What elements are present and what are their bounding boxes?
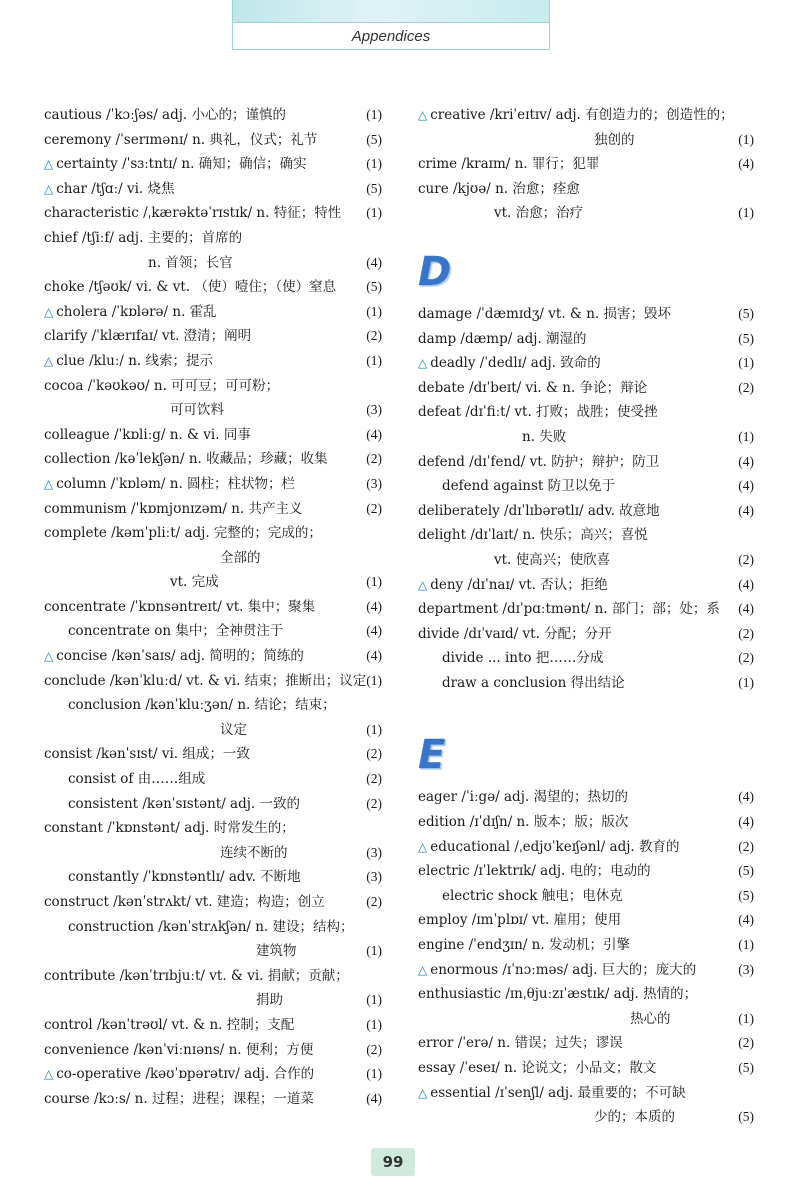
glossary-entry: [418, 646, 754, 671]
glossary-entry: [418, 177, 754, 202]
entry-text: 捐助: [256, 992, 283, 1009]
entry-text: damp /dæmp/ adj. 潮湿的: [418, 330, 587, 347]
triangle-mark-icon: △: [418, 577, 428, 592]
unit-number: (3): [366, 869, 382, 885]
unit-number: (4): [366, 426, 382, 442]
unit-number: (4): [738, 502, 754, 518]
section-gap: [418, 226, 754, 242]
entry-text: clue /kluː/ n. 线索；提示: [56, 352, 213, 369]
left-column: [44, 103, 382, 1111]
section-letter-d: D: [418, 248, 452, 295]
entry-text: concise /kənˈsaɪs/ adj. 简明的；简练的: [56, 648, 304, 665]
unit-number: (1): [366, 303, 382, 319]
glossary-entry: [418, 499, 754, 524]
entry-text: cocoa /ˈkəʊkəʊ/ n. 可可豆；可可粉；: [44, 377, 280, 394]
entry-text: deadly /ˈdedlɪ/ adj. 致命的: [430, 355, 601, 372]
unit-number: (3): [366, 475, 382, 491]
entry-text: chief /tʃiːf/ adj. 主要的；首席的: [44, 229, 243, 246]
unit-number: (4): [738, 478, 754, 494]
right-top-entries: [418, 103, 754, 226]
unit-number: (4): [738, 156, 754, 172]
triangle-mark-icon: △: [44, 1067, 54, 1082]
glossary-entry: [418, 302, 754, 327]
glossary-entry: [44, 128, 382, 153]
unit-number: (1): [366, 721, 382, 737]
entry-text: edition /ɪˈdɪʃn/ n. 版本；版；版次: [418, 814, 629, 831]
glossary-entry: [44, 177, 382, 202]
triangle-mark-icon: △: [418, 962, 428, 977]
entry-text: communism /ˈkɒmjʊnɪzəm/ n. 共产主义: [44, 500, 303, 517]
unit-number: (2): [366, 746, 382, 762]
glossary-entry: [44, 988, 382, 1013]
triangle-mark-icon: △: [418, 356, 428, 371]
unit-number: (4): [366, 623, 382, 639]
entry-text: engine /ˈendʒɪn/ n. 发动机；引擎: [418, 937, 630, 954]
entry-text: cholera /ˈkɒlərə/ n. 霍乱: [56, 303, 217, 320]
glossary-entry: [44, 152, 382, 177]
entry-text: error /ˈerə/ n. 错误；过失；谬误: [418, 1035, 623, 1052]
entry-text: construction /kənˈstrʌkʃən/ n. 建设；结构；: [68, 918, 354, 935]
glossary-entry: [44, 226, 382, 251]
header-title: Appendices: [351, 28, 431, 45]
entry-text: defend against 防卫以免于: [442, 478, 616, 495]
unit-number: (4): [738, 576, 754, 592]
glossary-entry: [44, 669, 382, 694]
unit-number: (2): [738, 650, 754, 666]
glossary-entry: [44, 521, 382, 546]
glossary-entry: [418, 327, 754, 352]
entry-text: defend /dɪˈfend/ vt. 防护；辩护；防卫: [418, 453, 660, 470]
triangle-mark-icon: △: [44, 353, 54, 368]
glossary-entry: [418, 152, 754, 177]
glossary-entry: [44, 693, 382, 718]
unit-number: (4): [738, 912, 754, 928]
unit-number: (1): [366, 574, 382, 590]
glossary-entry: [418, 859, 754, 884]
glossary-entry: [44, 1038, 382, 1063]
glossary-entry: [418, 1007, 754, 1032]
triangle-mark-icon: △: [44, 476, 54, 491]
unit-number: (2): [366, 500, 382, 516]
unit-number: (4): [738, 453, 754, 469]
entry-text: employ /ɪmˈplɒɪ/ vt. 雇用；使用: [418, 912, 622, 929]
glossary-entry: [418, 376, 754, 401]
entry-text: enormous /ɪˈnɔːməs/ adj. 巨大的；庞大的: [430, 961, 697, 978]
entry-text: crime /kraɪm/ n. 罪行；犯罪: [418, 156, 600, 173]
entry-text: electric /ɪˈlektrɪk/ adj. 电的；电动的: [418, 863, 651, 880]
entry-text: 议定: [220, 721, 247, 738]
entry-text: 独创的: [594, 131, 635, 148]
glossary-entry: [418, 810, 754, 835]
unit-number: (3): [738, 961, 754, 977]
glossary-entry: [418, 523, 754, 548]
entry-text: electric shock 触电；电休克: [442, 887, 623, 904]
glossary-entry: [44, 374, 382, 399]
glossary-entry: [44, 398, 382, 423]
glossary-entry: [44, 792, 382, 817]
glossary-entry: [44, 546, 382, 571]
entry-text: debate /dɪˈbeɪt/ vi. & n. 争论；辩论: [418, 379, 648, 396]
glossary-entry: [418, 474, 754, 499]
unit-number: (1): [366, 672, 382, 688]
triangle-mark-icon: △: [44, 181, 54, 196]
unit-number: (5): [738, 1109, 754, 1125]
unit-number: (4): [366, 254, 382, 270]
glossary-entry: [44, 447, 382, 472]
glossary-entry: [418, 1031, 754, 1056]
entry-text: constant /ˈkɒnstənt/ adj. 时常发生的；: [44, 820, 295, 837]
unit-number: (2): [738, 551, 754, 567]
glossary-entry: [44, 964, 382, 989]
glossary-entry: [418, 425, 754, 450]
glossary-entry: [44, 570, 382, 595]
glossary-entry: [44, 300, 382, 325]
entry-text: collection /kəˈlekʃən/ n. 收藏品；珍藏；收集: [44, 451, 328, 468]
entry-text: essay /ˈeseɪ/ n. 论说文；小品文；散文: [418, 1060, 657, 1076]
entry-text: concentrate on 集中；全神贯注于: [68, 623, 284, 640]
unit-number: (5): [366, 180, 382, 196]
entry-text: consist /kənˈsɪst/ vi. 组成；一致: [44, 746, 250, 763]
entry-text: 全部的: [220, 549, 261, 566]
triangle-mark-icon: △: [418, 1085, 428, 1100]
glossary-entry: [418, 1081, 754, 1106]
entry-text: 可可饮料: [170, 402, 224, 419]
unit-number: (4): [738, 814, 754, 830]
unit-number: (2): [366, 894, 382, 909]
glossary-entry: [418, 450, 754, 475]
entry-text: essential /ɪˈsenʃl/ adj. 最重要的；不可缺: [430, 1084, 686, 1101]
unit-number: (1): [366, 205, 382, 221]
entry-text: delight /dɪˈlaɪt/ n. 快乐；高兴；喜悦: [418, 527, 648, 544]
entry-text: control /kənˈtrəʊl/ vt. & n. 控制；支配: [44, 1016, 295, 1033]
entry-text: convenience /kənˈviːnɪəns/ n. 便利；方便: [44, 1041, 314, 1058]
entry-text: enthusiastic /ɪnˌθjuːzɪˈæstɪk/ adj. 热情的；: [418, 986, 698, 1003]
glossary-entry: [44, 349, 382, 374]
entry-text: consist of 由……组成: [68, 771, 206, 788]
unit-number: (1): [366, 992, 382, 1008]
glossary-entry: [44, 423, 382, 448]
unit-number: (3): [366, 844, 382, 860]
glossary-entry: [418, 400, 754, 425]
entry-text: characteristic /ˌkærəktəˈrɪstɪk/ n. 特征；特性: [44, 205, 342, 222]
entry-text: creative /kriˈeɪtɪv/ adj. 有创造力的；创造性的；: [430, 107, 734, 123]
entry-text: cure /kjʊə/ n. 治愈；痊愈: [418, 180, 580, 197]
glossary-entry: [44, 841, 382, 866]
triangle-mark-icon: △: [418, 108, 428, 122]
right-column: [418, 103, 754, 1130]
glossary-entry: [418, 982, 754, 1007]
glossary-entry: [418, 933, 754, 958]
entry-text: eager /ˈiːgə/ adj. 渴望的；热切的: [418, 789, 628, 806]
unit-number: (2): [366, 771, 382, 787]
unit-number: (3): [366, 402, 382, 418]
entry-text: vt. 使高兴；使欣喜: [494, 551, 611, 568]
unit-number: (1): [738, 428, 754, 444]
unit-number: (1): [738, 205, 754, 221]
unit-number: (1): [738, 1010, 754, 1026]
entry-text: deliberately /dɪˈlɪbərətlɪ/ adv. 故意地: [418, 502, 660, 519]
glossary-entry: [418, 201, 754, 226]
unit-number: (2): [738, 625, 754, 641]
unit-number: (2): [738, 838, 754, 854]
entry-text: cautious /ˈkɔːʃəs/ adj. 小心的；谨慎的: [44, 107, 287, 123]
unit-number: (2): [366, 451, 382, 467]
entry-text: course /kɔːs/ n. 过程；进程；课程；一道菜: [44, 1090, 314, 1107]
unit-number: (2): [366, 795, 382, 811]
glossary-entry: [418, 573, 754, 598]
entry-text: colleague /ˈkɒliːg/ n. & vi. 同事: [44, 426, 251, 443]
section-gap: [418, 695, 754, 725]
triangle-mark-icon: △: [44, 649, 54, 664]
triangle-mark-icon: △: [418, 839, 428, 854]
glossary-entry: [418, 785, 754, 810]
glossary-entry: [418, 1105, 754, 1130]
section-e-entries: [418, 785, 754, 1129]
glossary-entry: [44, 1013, 382, 1038]
entry-text: n. 失败: [522, 428, 567, 445]
glossary-entry: [418, 622, 754, 647]
unit-number: (5): [738, 330, 754, 346]
entry-text: 建筑物: [256, 943, 297, 960]
unit-number: (1): [366, 156, 382, 172]
glossary-entry: [418, 351, 754, 376]
glossary-entry: [44, 915, 382, 940]
glossary-entry: [44, 742, 382, 767]
glossary-entry: [44, 890, 382, 915]
unit-number: (5): [366, 131, 382, 147]
entry-text: ceremony /ˈserɪmənɪ/ n. 典礼，仪式；礼节: [44, 131, 318, 148]
glossary-entry: [418, 548, 754, 573]
triangle-mark-icon: △: [44, 304, 54, 319]
unit-number: (5): [738, 1060, 754, 1075]
entry-text: constantly /ˈkɒnstəntlɪ/ adv. 不断地: [68, 869, 301, 886]
entry-text: construct /kənˈstrʌkt/ vt. 建造；构造；创立: [44, 894, 325, 910]
entry-text: concentrate /ˈkɒnsəntreɪt/ vt. 集中；聚集: [44, 598, 316, 615]
unit-number: (1): [366, 943, 382, 959]
unit-number: (1): [738, 355, 754, 371]
unit-number: (4): [366, 648, 382, 664]
section-d-entries: [418, 302, 754, 696]
unit-number: (2): [738, 379, 754, 395]
page-number: 99: [371, 1148, 415, 1176]
glossary-entry: [44, 472, 382, 497]
glossary-entry: [44, 1062, 382, 1087]
glossary-entry: [44, 816, 382, 841]
glossary-entry: [418, 1056, 754, 1081]
glossary-entry: [44, 275, 382, 300]
entry-text: choke /tʃəʊk/ vi. & vt. （使）噎住；（使）窒息: [44, 279, 337, 296]
unit-number: (2): [366, 328, 382, 344]
entry-text: clarify /ˈklærɪfaɪ/ vt. 澄清；阐明: [44, 328, 252, 345]
entry-text: conclude /kənˈkluːd/ vt. & vi. 结束；推断出；议定: [44, 672, 367, 689]
glossary-entry: [44, 718, 382, 743]
unit-number: (5): [738, 305, 754, 321]
entry-text: department /dɪˈpɑːtmənt/ n. 部门；部；处；系: [418, 601, 720, 618]
unit-number: (1): [738, 937, 754, 953]
glossary-entry: [418, 128, 754, 153]
triangle-mark-icon: △: [44, 157, 54, 172]
glossary-entry: [418, 671, 754, 696]
header-decorative-band: [233, 0, 549, 23]
unit-number: (4): [366, 598, 382, 614]
entry-text: divide /dɪˈvaɪd/ vt. 分配；分开: [418, 625, 612, 642]
unit-number: (1): [738, 131, 754, 147]
entry-text: 热心的: [630, 1010, 671, 1027]
glossary-entry: [44, 767, 382, 792]
unit-number: (1): [366, 107, 382, 122]
glossary-entry: [44, 497, 382, 522]
glossary-entry: [44, 201, 382, 226]
entry-text: column /ˈkɒləm/ n. 圆柱；柱状物；栏: [56, 475, 296, 492]
glossary-entry: [44, 619, 382, 644]
entry-text: 少的；本质的: [594, 1109, 675, 1126]
section-letter-e: E: [418, 732, 446, 779]
entry-text: deny /dɪˈnaɪ/ vt. 否认；拒绝: [430, 576, 608, 593]
entry-text: defeat /dɪˈfiːt/ vt. 打败；战胜；使受挫: [418, 404, 658, 421]
unit-number: (1): [366, 352, 382, 368]
unit-number: (1): [366, 1066, 382, 1082]
unit-number: (1): [738, 674, 754, 690]
entry-text: n. 首领；长官: [148, 254, 233, 271]
unit-number: (4): [738, 789, 754, 805]
unit-number: (5): [738, 887, 754, 903]
glossary-entry: [44, 324, 382, 349]
entry-text: certainty /ˈsɜːtntɪ/ n. 确知；确信；确实: [56, 156, 307, 173]
glossary-entry: [44, 644, 382, 669]
unit-number: (4): [738, 601, 754, 617]
entry-text: damage /ˈdæmɪdʒ/ vt. & n. 损害；毁坏: [418, 305, 671, 322]
glossary-entry: [418, 908, 754, 933]
entry-text: co-operative /kəʊˈɒpərətɪv/ adj. 合作的: [56, 1066, 315, 1083]
unit-number: (4): [366, 1090, 382, 1106]
glossary-entry: [418, 103, 754, 128]
entry-text: conclusion /kənˈkluːʒən/ n. 结论；结束；: [68, 697, 336, 714]
glossary-entry: [44, 939, 382, 964]
unit-number: (5): [738, 863, 754, 879]
glossary-entry: [44, 103, 382, 128]
glossary-entry: [44, 865, 382, 890]
running-header: [232, 0, 550, 50]
glossary-entry: [44, 595, 382, 620]
unit-number: (2): [366, 1041, 382, 1057]
glossary-entry: [418, 958, 754, 983]
entry-text: contribute /kənˈtrɪbjuːt/ vt. & vi. 捐献；贡献；: [44, 967, 349, 984]
glossary-entry: [418, 835, 754, 860]
glossary-entry: [418, 884, 754, 909]
entry-text: vt. 完成: [170, 574, 219, 591]
entry-text: educational /ˌedjʊˈkeɪʃənl/ adj. 教育的: [430, 838, 680, 855]
glossary-entry: [44, 251, 382, 276]
entry-text: 连续不断的: [220, 844, 288, 861]
glossary-entry: [44, 1087, 382, 1112]
entry-text: divide ... into 把……分成: [442, 650, 604, 667]
glossary-entry: [418, 597, 754, 622]
entry-text: draw a conclusion 得出结论: [442, 674, 625, 691]
entry-text: char /tʃɑː/ vi. 烧焦: [56, 180, 175, 197]
entry-text: consistent /kənˈsɪstənt/ adj. 一致的: [68, 795, 301, 812]
unit-number: (1): [366, 1016, 382, 1032]
entry-text: complete /kəmˈpliːt/ adj. 完整的；完成的；: [44, 525, 322, 542]
unit-number: (5): [366, 279, 382, 295]
unit-number: (2): [738, 1035, 754, 1051]
entry-text: vt. 治愈；治疗: [494, 205, 584, 222]
